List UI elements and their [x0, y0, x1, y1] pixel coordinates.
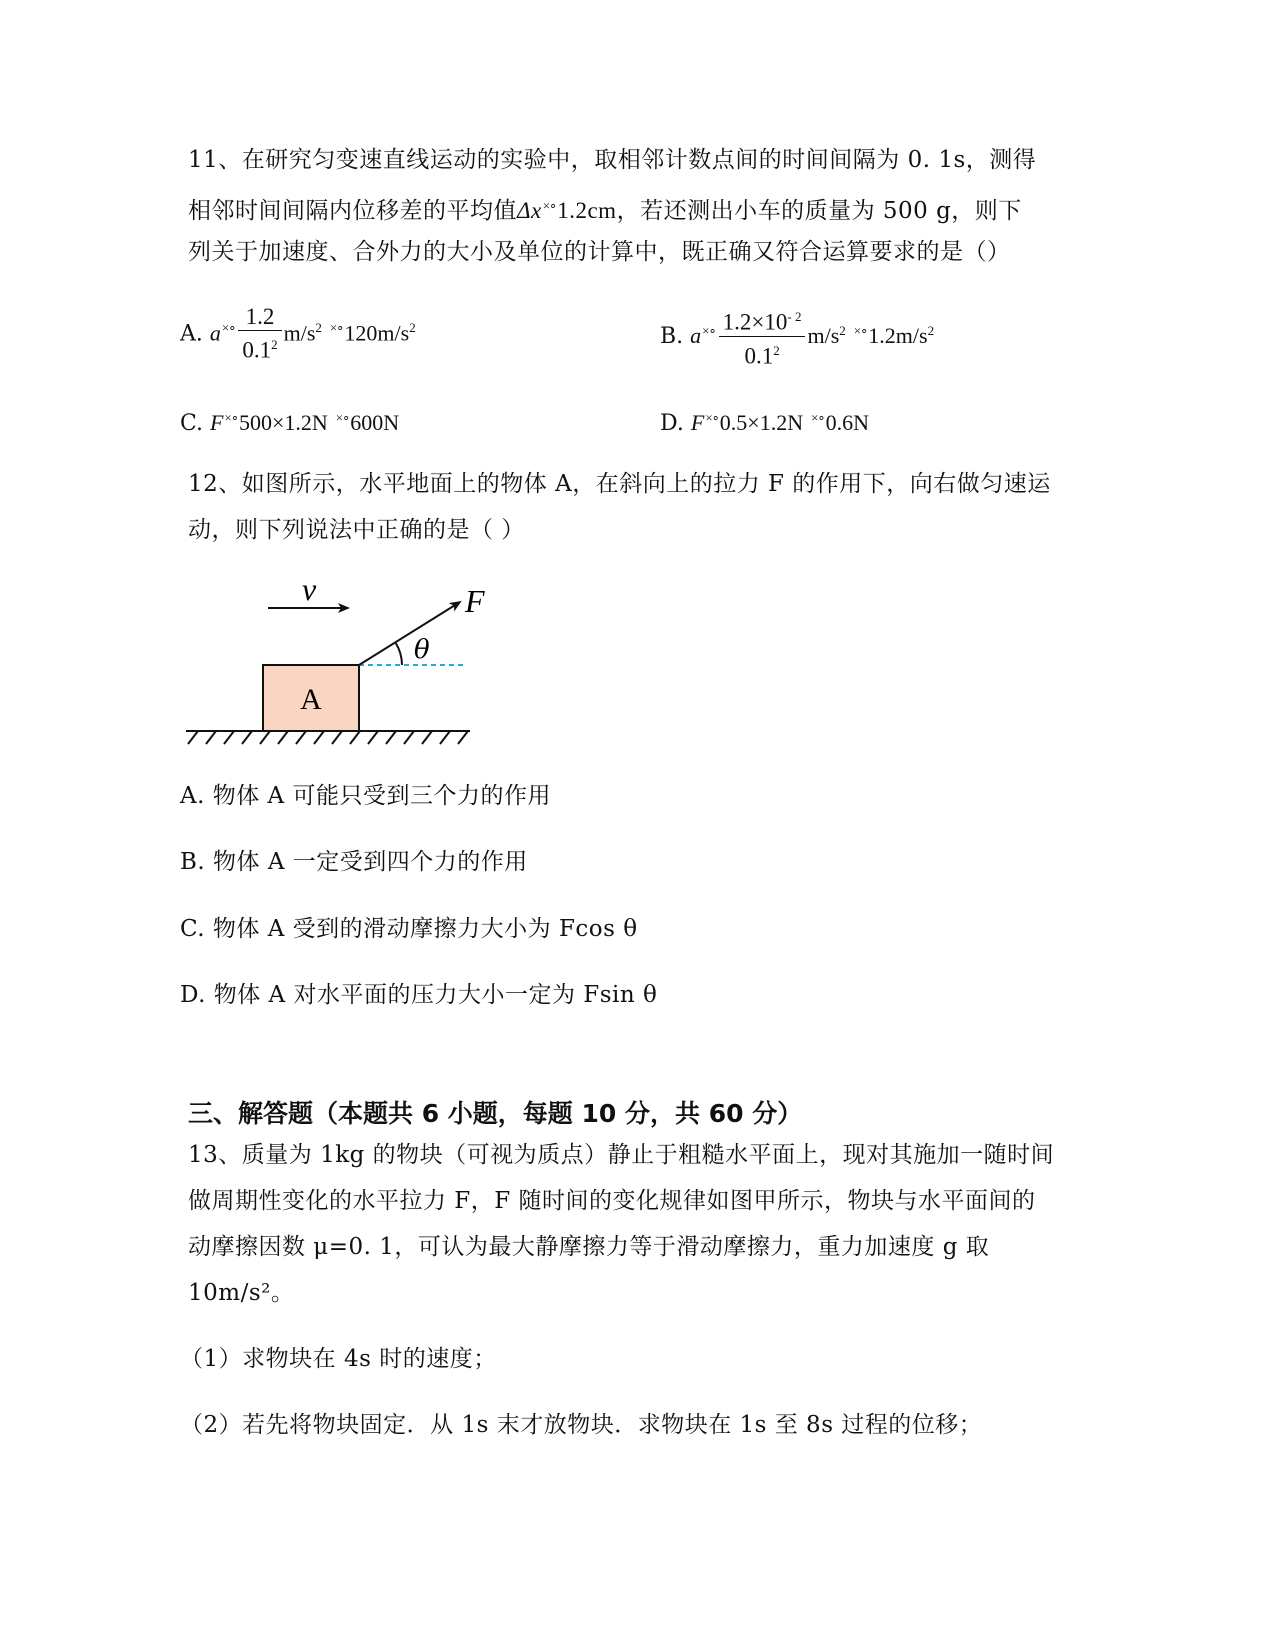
- result: 600N: [350, 410, 400, 435]
- q13-line-3: 动摩擦因数 μ=0. 1，可认为最大静摩擦力等于滑动摩擦力，重力加速度 g 取: [188, 1234, 990, 1260]
- angle-label: θ: [414, 635, 430, 665]
- fraction: [719, 304, 806, 370]
- denominator-exp: 2: [773, 342, 780, 358]
- velocity-label: v: [302, 571, 317, 607]
- option-label: A.: [180, 321, 203, 347]
- unit: m/s: [807, 323, 840, 349]
- unit: m/s: [283, 320, 316, 346]
- result: 120m/s: [344, 320, 410, 346]
- q11-option-a: [180, 304, 416, 365]
- fraction: [238, 304, 281, 365]
- section-heading: 三、解答题（本题共 6 小题，每题 10 分，共 60 分）: [188, 1099, 803, 1128]
- q12-line-1: 12、如图所示，水平地面上的物体 A，在斜向上的拉力 F 的作用下，向右做匀速运: [188, 471, 1051, 497]
- q12-line-2: 动，则下列说法中正确的是（ ）: [188, 517, 525, 543]
- force-arrow: [359, 602, 460, 665]
- q11-line-2-text: 相邻时间间隔内位移差的平均值: [188, 198, 517, 224]
- variable: a: [690, 323, 702, 349]
- q13-line-4: 10m/s²。: [188, 1280, 295, 1306]
- q11-line-2: [188, 191, 1022, 226]
- denominator-base: 0.1: [744, 343, 774, 369]
- force-label: F: [465, 583, 485, 619]
- symbol-glyph: ×∘: [811, 410, 825, 425]
- option-label: B.: [660, 324, 684, 350]
- symbol-glyph: ×∘: [853, 323, 868, 339]
- delta-x-value: 1.2cm: [557, 198, 617, 223]
- symbol-glyph: ×∘: [702, 323, 716, 339]
- q11-line-2-rest: ，若还测出小车的质量为 500 g，则下: [616, 198, 1022, 224]
- variable: a: [209, 320, 221, 346]
- denominator: [719, 336, 806, 371]
- q12-option-a: A. 物体 A 可能只受到三个力的作用: [180, 783, 551, 809]
- q12-option-b: B. 物体 A 一定受到四个力的作用: [180, 849, 528, 875]
- q11-option-c: [180, 403, 399, 439]
- symbol-glyph: ×∘: [329, 320, 344, 336]
- q13-line-1: 13、质量为 1kg 的物块（可视为质点）静止于粗糙水平面上，现对其施加一随时间: [188, 1142, 1055, 1168]
- q11-option-b: [660, 304, 934, 370]
- option-label: C.: [180, 411, 204, 436]
- result: 0.6N: [825, 410, 869, 435]
- symbol-glyph: ×∘: [705, 410, 719, 425]
- denominator-base: 0.1: [242, 337, 272, 363]
- block-force-diagram: [186, 571, 485, 748]
- numerator: 1.2: [245, 304, 275, 329]
- q11-option-d: [660, 403, 869, 439]
- q13-sub-question-1: （1）求物块在 4s 时的速度；: [180, 1346, 497, 1372]
- variable: F: [210, 410, 224, 435]
- q13-sub-question-2: （2）若先将物块固定．从 1s 末才放物块．求物块在 1s 至 8s 过程的位移；: [180, 1412, 983, 1438]
- result: 1.2m/s: [868, 323, 928, 349]
- unit-exp: 2: [839, 322, 846, 338]
- q11-line-3: 列关于加速度、合外力的大小及单位的计算中，既正确又符合运算要求的是（）: [188, 239, 1011, 265]
- numerator: [719, 304, 806, 336]
- symbol-glyph: ×∘: [221, 320, 236, 336]
- block-label: A: [300, 683, 322, 716]
- ground-hatching: [188, 731, 468, 744]
- numerator-exp: - 2: [787, 309, 802, 324]
- numerator-base: 1.2×10: [722, 309, 788, 335]
- delta-x: Δx: [517, 198, 542, 223]
- symbol-glyph: ×∘: [335, 410, 350, 425]
- q12-option-c: C. 物体 A 受到的滑动摩擦力大小为 Fcos θ: [180, 916, 638, 942]
- expression: 500×1.2N: [238, 410, 328, 435]
- expression: 0.5×1.2N: [719, 410, 804, 435]
- q11-line-1: 11、在研究匀变速直线运动的实验中，取相邻计数点间的时间间隔为 0. 1s，测得: [188, 147, 1037, 173]
- q12-option-d: D. 物体 A 对水平面的压力大小一定为 Fsin θ: [180, 982, 658, 1008]
- q13-line-2: 做周期性变化的水平拉力 F，F 随时间的变化规律如图甲所示，物块与水平面间的: [188, 1188, 1036, 1214]
- denominator-exp: 2: [271, 337, 278, 352]
- symbol-glyph: ×∘: [542, 198, 557, 213]
- symbol-glyph: ×∘: [224, 410, 238, 425]
- variable: F: [690, 410, 705, 435]
- unit-exp: 2: [315, 320, 322, 335]
- result-exp: 2: [409, 320, 416, 335]
- option-label: D.: [660, 411, 684, 436]
- denominator: [238, 330, 281, 365]
- result-exp: 2: [927, 322, 935, 338]
- angle-arc: [396, 643, 403, 665]
